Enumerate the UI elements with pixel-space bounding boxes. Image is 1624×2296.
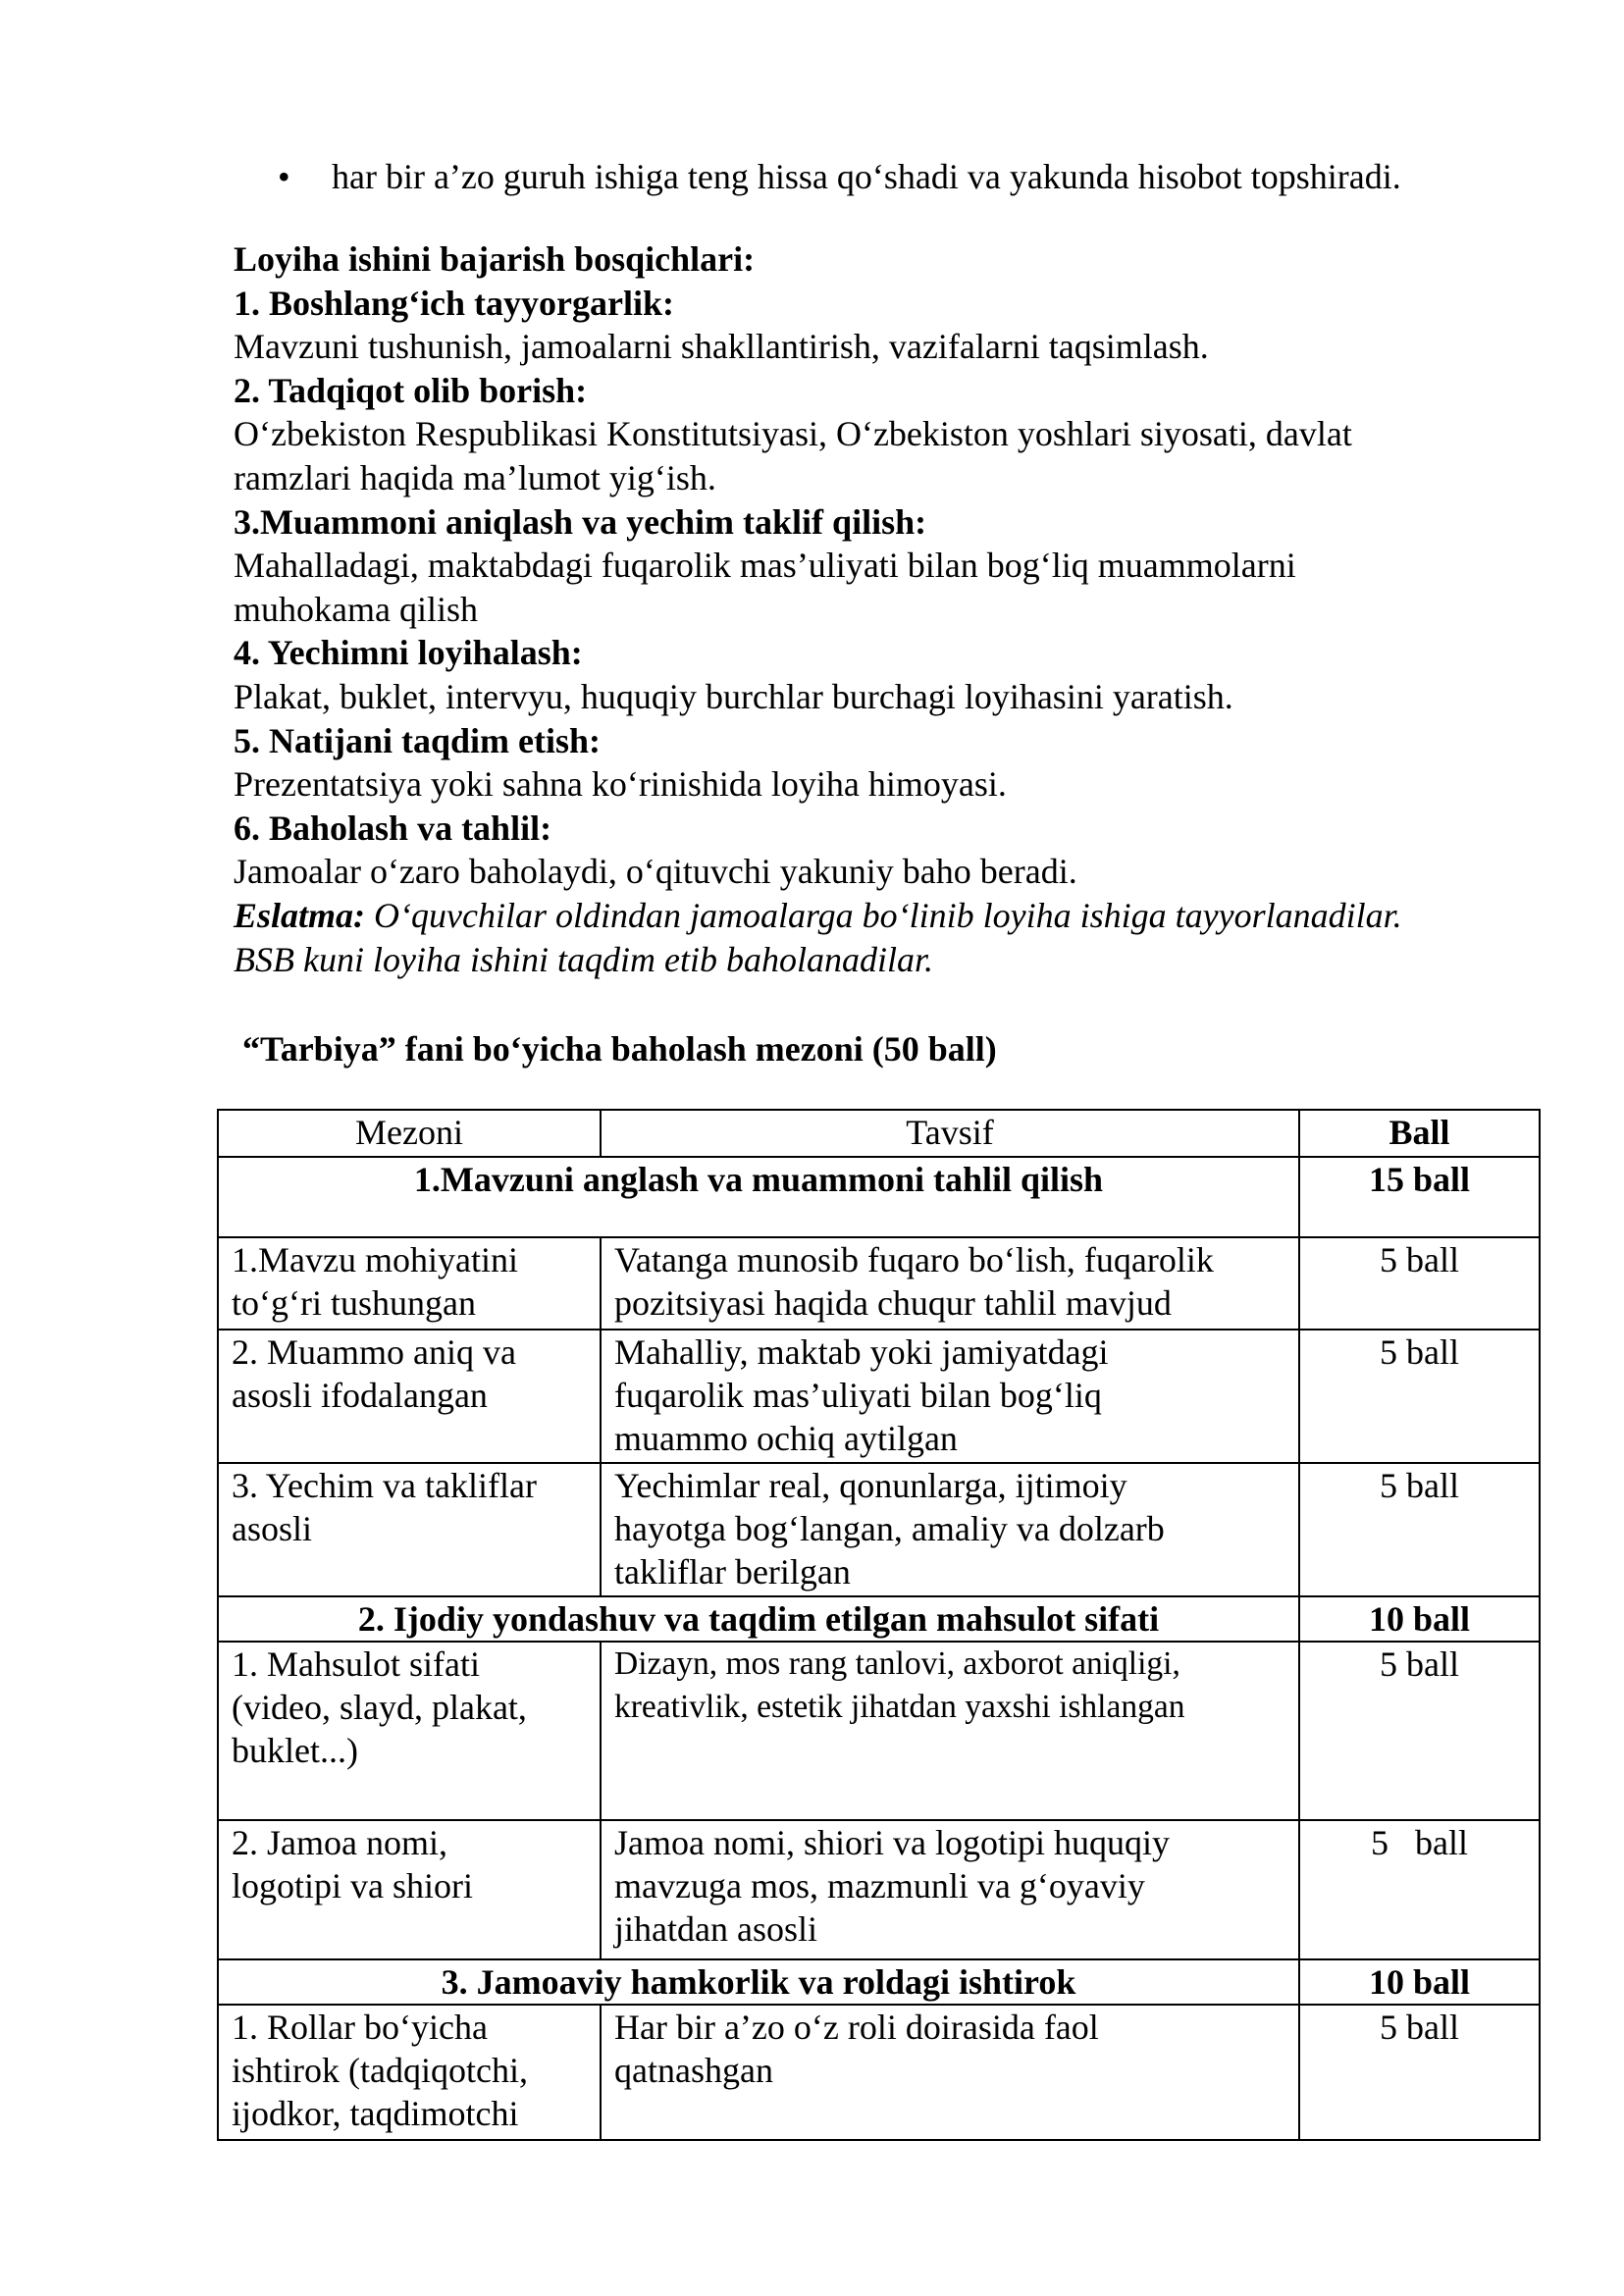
section-title: 1.Mavzuni anglash va muammoni tahlil qilish	[218, 1157, 1299, 1237]
step-title: 4. Yechimni loyihalash:	[234, 633, 583, 673]
criterion-cell	[218, 1237, 601, 1330]
table-row	[218, 1820, 1540, 1959]
description-line: Har bir a’zo o‘z roli doirasida faol	[614, 2008, 1099, 2047]
section-row	[218, 1959, 1540, 2005]
criterion-line: asosli ifodalangan	[232, 1376, 488, 1415]
criterion-line: 1. Mahsulot sifati	[232, 1644, 480, 1684]
step-text: Mahalladagi, maktabdagi fuqarolik mas’uliyati bilan bog‘liq muammolarni	[234, 546, 1296, 586]
description-line: Dizayn, mos rang tanlovi, axborot aniqligi,	[614, 1645, 1180, 1682]
points-cell: 5 ball	[1299, 1237, 1540, 1330]
points-cell: 5 ball	[1299, 1820, 1540, 1959]
criterion-cell	[218, 1463, 601, 1596]
step-title: 3.Muammoni aniqlash va yechim taklif qilish:	[234, 501, 927, 542]
step-text: Plakat, buklet, intervyu, huquqiy burchlar burchagi loyihasini yaratish.	[234, 676, 1233, 716]
criterion-cell	[218, 2005, 601, 2140]
description-line: hayotga bog‘langan, amaliy va dolzarb	[614, 1509, 1165, 1548]
table-header-row	[218, 1110, 1540, 1157]
section-points: 15 ball	[1299, 1157, 1540, 1237]
criterion-line: ishtirok (tadqiqotchi,	[232, 2051, 528, 2090]
note-line: BSB kuni loyiha ishini taqdim etib baholanadilar.	[234, 939, 933, 979]
criterion-line: asosli	[232, 1509, 313, 1548]
description-line: takliflar berilgan	[614, 1552, 851, 1592]
section-row	[218, 1596, 1540, 1642]
table-row	[218, 1463, 1540, 1596]
description-line: mavzuga mos, mazmunli va g‘oyaviy	[614, 1866, 1145, 1905]
criteria-table	[217, 1109, 1541, 2141]
steps-heading: Loyiha ishini bajarish bosqichlari:	[234, 239, 756, 279]
note-line	[234, 894, 1548, 938]
step-text: Mavzuni tushunish, jamoalarni shakllantirish, vazifalarni taqsimlash.	[234, 327, 1209, 367]
section-title: 3. Jamoaviy hamkorlik va roldagi ishtirok	[218, 1959, 1299, 2005]
criterion-line: 1. Rollar bo‘yicha	[232, 2008, 488, 2047]
criterion-line: 2. Jamoa nomi,	[232, 1823, 447, 1862]
description-line: jihatdan asosli	[614, 1909, 817, 1949]
note-label: Eslatma:	[234, 895, 366, 935]
criterion-line: to‘g‘ri tushungan	[232, 1283, 476, 1323]
table-row	[218, 1330, 1540, 1463]
criterion-line: ijodkor, taqdimotchi	[232, 2094, 519, 2133]
description-line: Jamoa nomi, shiori va logotipi huquqiy	[614, 1823, 1170, 1862]
description-cell	[601, 1237, 1299, 1330]
section-points: 10 ball	[1299, 1596, 1540, 1642]
step-text: O‘zbekiston Respublikasi Konstitutsiyasi, O‘zbekiston yoshlari siyosati, davlat	[234, 414, 1352, 454]
step-title: 6. Baholash va tahlil:	[234, 808, 552, 848]
section-row	[218, 1157, 1540, 1237]
table-row	[218, 1642, 1540, 1820]
bullet-dot-icon: •	[278, 157, 290, 196]
section-points: 10 ball	[1299, 1959, 1540, 2005]
project-steps-section	[234, 237, 1548, 981]
description-cell	[601, 1330, 1299, 1463]
criterion-line: buklet...)	[232, 1731, 358, 1770]
step-text: ramzlari haqida ma’lumot yig‘ish.	[234, 457, 716, 497]
points-cell: 5 ball	[1299, 1463, 1540, 1596]
criterion-line: (video, slayd, plakat,	[232, 1688, 527, 1727]
points-cell: 5 ball	[1299, 1642, 1540, 1820]
description-line: kreativlik, estetik jihatdan yaxshi ishlangan	[614, 1689, 1185, 1725]
description-cell	[601, 1820, 1299, 1959]
header-cell: Mezoni	[218, 1110, 601, 1157]
points-cell: 5 ball	[1299, 2005, 1540, 2140]
table-row	[218, 1237, 1540, 1330]
criterion-line: 2. Muammo aniq va	[232, 1332, 516, 1372]
description-line: muammo ochiq aytilgan	[614, 1419, 958, 1458]
table-title: “Tarbiya” fani bo‘yicha baholash mezoni (50 ball)	[242, 1029, 997, 1069]
description-line: fuqarolik mas’uliyati bilan bog‘liq	[614, 1376, 1102, 1415]
criterion-cell	[218, 1642, 601, 1820]
table-row	[218, 2005, 1540, 2140]
header-cell: Tavsif	[601, 1110, 1299, 1157]
criterion-cell	[218, 1820, 601, 1959]
description-cell	[601, 1642, 1299, 1820]
step-text: muhokama qilish	[234, 589, 478, 629]
description-line: Yechimlar real, qonunlarga, ijtimoiy	[614, 1466, 1127, 1505]
description-line: qatnashgan	[614, 2051, 773, 2090]
section-title: 2. Ijodiy yondashuv va taqdim etilgan mahsulot sifati	[218, 1596, 1299, 1642]
header-cell: Ball	[1299, 1110, 1540, 1157]
bullet-text: har bir a’zo guruh ishiga teng hissa qo‘shadi va yakunda hisobot topshiradi.	[332, 157, 1401, 196]
description-line: pozitsiyasi haqida chuqur tahlil mavjud	[614, 1283, 1172, 1323]
description-line: Vatanga munosib fuqaro bo‘lish, fuqarolik	[614, 1240, 1214, 1279]
criterion-line: 1.Mavzu mohiyatini	[232, 1240, 518, 1279]
criterion-line: logotipi va shiori	[232, 1866, 473, 1905]
step-title: 1. Boshlang‘ich tayyorgarlik:	[234, 283, 675, 323]
step-title: 5. Natijani taqdim etish:	[234, 720, 602, 760]
points-cell: 5 ball	[1299, 1330, 1540, 1463]
criterion-cell	[218, 1330, 601, 1463]
description-cell	[601, 1463, 1299, 1596]
step-text: Jamoalar o‘zaro baholaydi, o‘qituvchi yakuniy baho beradi.	[234, 852, 1077, 892]
description-cell	[601, 2005, 1299, 2140]
step-title: 2. Tadqiqot olib borish:	[234, 370, 588, 410]
criterion-line: 3. Yechim va takliflar	[232, 1466, 537, 1505]
note-text: O‘quvchilar oldindan jamoalarga bo‘linib loyiha ishiga tayyorlanadilar.	[365, 895, 1402, 935]
description-line: Mahalliy, maktab yoki jamiyatdagi	[614, 1332, 1109, 1372]
step-text: Prezentatsiya yoki sahna ko‘rinishida loyiha himoyasi.	[234, 764, 1007, 805]
